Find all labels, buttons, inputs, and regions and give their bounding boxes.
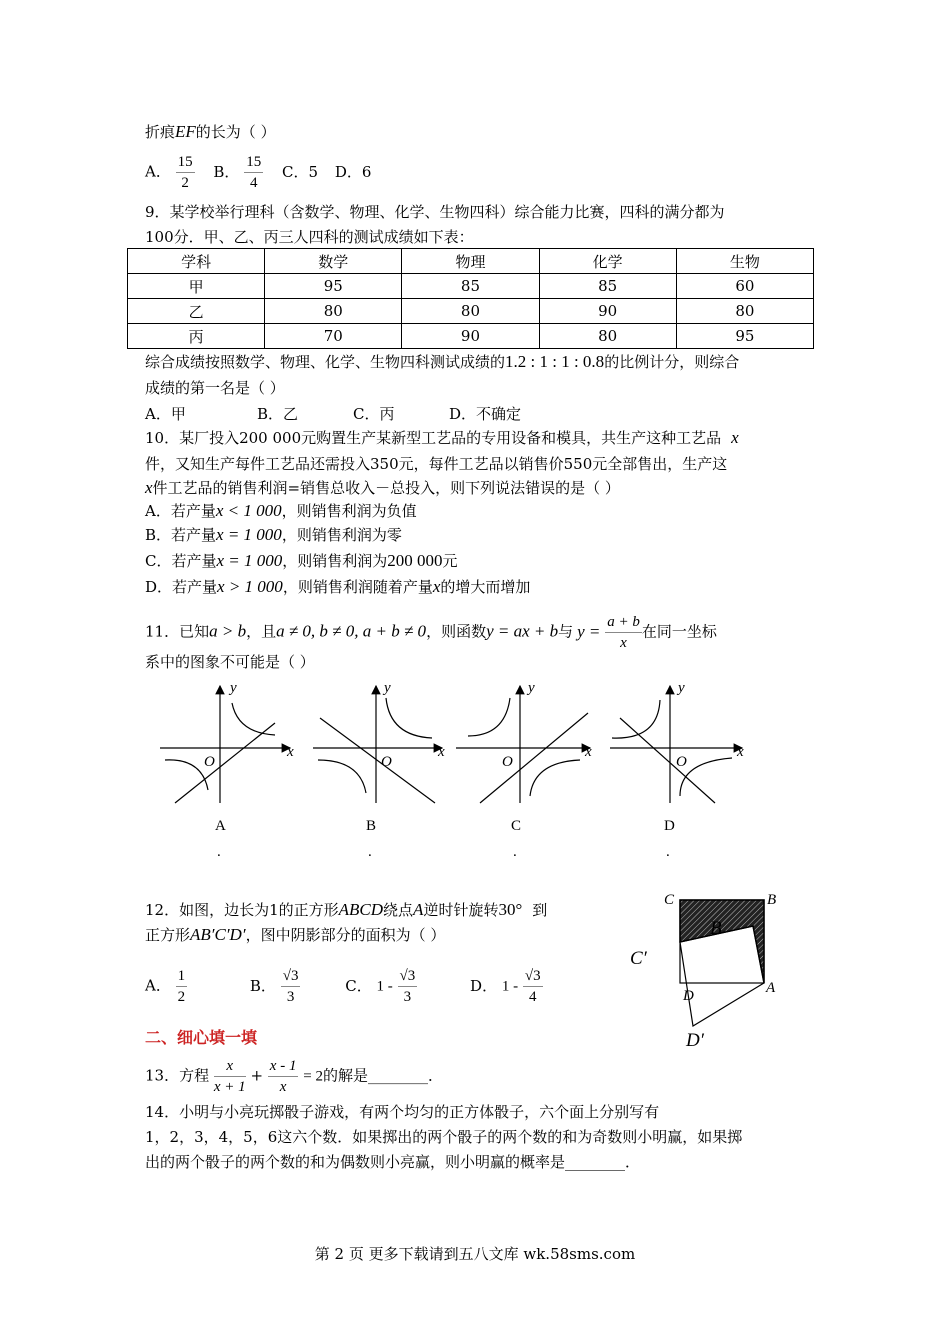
fig-label-d: D — [683, 988, 694, 1004]
q13-frac1: $\frac{x}{x + 1}$ — [213, 1058, 246, 1095]
origin-label: O — [676, 754, 687, 770]
q10-opt-c: C．若产量x = 1 000，则销售利润为200 000元 — [145, 551, 458, 570]
q12-square-figure — [630, 885, 790, 1045]
q13-stem: 13．方程 $\frac{x}{x + 1}$ + $\frac{x - 1}{x}$ = 2的解是________． — [145, 1058, 443, 1095]
fig-label-c: C — [664, 892, 675, 908]
axis-x-label: x — [287, 744, 294, 760]
fig-label-b: B — [767, 892, 777, 908]
q11-frac: $\frac{a + b}{x}$ — [607, 614, 640, 651]
graph-d — [610, 686, 742, 803]
line — [320, 718, 435, 803]
hyperbola-branch — [530, 760, 580, 796]
graph-dot: . — [217, 844, 221, 860]
fig-label-b-prime: B — [710, 918, 722, 939]
fig-label-a: A — [766, 980, 776, 996]
q12-a-frac: $\frac{1}{2}$ — [177, 968, 186, 1005]
axis-y-label: y — [384, 680, 391, 696]
graph-b — [313, 686, 442, 803]
q10-line2: 件，又知生产每件工艺品还需投入350元，每件工艺品以销售价550元全部售出，生产这 — [145, 455, 728, 473]
table-header-row: 学科 数学 物理 化学 生物 — [128, 249, 814, 274]
axis-y-label: y — [678, 680, 685, 696]
graph-dot: . — [666, 844, 670, 860]
axis-y-label: y — [528, 680, 535, 696]
graph-label-b: B — [366, 818, 377, 834]
q12-line1: 12．如图，边长为1的正方形ABCD绕点A逆时针旋转30° 到 — [145, 900, 548, 919]
table-row: 甲 95 85 85 60 — [128, 274, 814, 299]
q9-line2: 100分．甲、乙、丙三人四科的测试成绩如下表： — [145, 228, 474, 246]
q11-graphs — [150, 678, 750, 818]
origin-label: O — [204, 754, 215, 770]
graph-dot: . — [513, 844, 517, 860]
graph-label-c: C — [511, 818, 522, 834]
square-ab'c'd' — [680, 926, 764, 1026]
hyperbola-branch — [468, 698, 510, 736]
q12-c-frac: $\frac{√3}{3}$ — [399, 968, 416, 1005]
hyperbola-branch — [318, 760, 366, 793]
graph-label-a: A — [215, 818, 226, 834]
axis-x-label: x — [585, 744, 592, 760]
q8-options: A． $\frac{15}{2}$ B． $\frac{15}{4}$ C．5 D．6 — [145, 154, 372, 191]
q10-opt-b: B．若产量x = 1 000，则销售利润为零 — [145, 525, 402, 544]
graph-a — [160, 686, 290, 803]
q8-b-frac: $\frac{15}{4}$ — [246, 154, 262, 191]
q11-line2: 系中的图象不可能是（ ） — [145, 653, 315, 671]
table-row: 乙 80 80 90 80 — [128, 299, 814, 324]
axis-x-label: x — [438, 744, 445, 760]
q10-opt-a: A．若产量x < 1 000，则销售利润为负值 — [145, 501, 417, 520]
q13-frac2: $\frac{x - 1}{x}$ — [269, 1058, 297, 1095]
axis-y-label: y — [230, 680, 237, 696]
q11-stem: 11．已知a > b，且a ≠ 0, b ≠ 0, a + b ≠ 0，则函数y = ax + b与 y = $\frac{a + b}{x}$ 在同一坐标 — [145, 614, 717, 651]
shaded-region — [680, 900, 764, 983]
q9-after2: 成绩的第一名是（ ） — [145, 379, 285, 397]
origin-label: O — [502, 754, 513, 770]
hyperbola-branch — [165, 760, 208, 790]
graph-c — [456, 686, 590, 803]
section-title: 二、细心填一填 — [145, 1028, 258, 1047]
q10-line3: x件工艺品的销售利润=销售总收入－总投入，则下列说法错误的是（ ） — [145, 478, 620, 497]
hyperbola-branch — [386, 698, 432, 738]
q12-b-frac: $\frac{√3}{3}$ — [282, 968, 299, 1005]
q10-line1: 10．某厂投入200 000元购置生产某新型工艺品的专用设备和模具，共生产这种工艺品 x — [145, 428, 739, 447]
q10-opt-d: D．若产量x > 1 000，则销售利润随着产量x的增大而增加 — [145, 577, 531, 596]
score-table — [127, 248, 814, 349]
hyperbola-branch — [232, 703, 275, 735]
hyperbola-branch — [680, 758, 732, 796]
q14-line2: 1，2，3，4，5，6这六个数．如果掷出的两个骰子的两个数的和为奇数则小明赢，如果掷 — [145, 1128, 743, 1146]
table-row: 丙 70 90 80 95 — [128, 324, 814, 349]
graph-label-d: D — [664, 818, 675, 834]
line — [620, 718, 715, 803]
q14-line3: 出的两个骰子的两个数的和为偶数则小亮赢，则小明赢的概率是________． — [145, 1153, 641, 1171]
origin-label: O — [381, 754, 392, 770]
q9-options: A．甲 B．乙 C．丙 D．不确定 — [145, 405, 522, 423]
fig-label-c-prime: C′ — [630, 948, 647, 969]
q8-a-frac: $\frac{15}{2}$ — [177, 154, 193, 191]
q12-options: A． $\frac{1}{2}$ B． $\frac{√3}{3}$ C． 1 - $\frac{√3}{3}$ D． 1 - $\frac{√3}{4}$ — [145, 968, 541, 1005]
q14-line1: 14．小明与小亮玩掷骰子游戏，有两个均匀的正方体骰子，六个面上分别写有 — [145, 1103, 660, 1121]
q12-line2: 正方形AB′C′D′，图中阴影部分的面积为（ ） — [145, 925, 446, 944]
q8-stem: 折痕EF的长为（ ） — [145, 122, 276, 141]
q12-d-frac: $\frac{√3}{4}$ — [524, 968, 541, 1005]
axis-x-label: x — [737, 744, 744, 760]
page-footer: 第 2 页 更多下载请到五八文库 wk.58sms.com — [314, 1245, 636, 1263]
q9-after1: 综合成绩按照数学、物理、化学、生物四科测试成绩的1.2 : 1 : 1 : 0.8的比例计分，则综合 — [145, 352, 740, 371]
fig-label-d-prime: D′ — [686, 1030, 704, 1051]
graph-dot: . — [368, 844, 372, 860]
q9-line1: 9．某学校举行理科（含数学、物理、化学、生物四科）综合能力比赛，四科的满分都为 — [145, 203, 725, 221]
line — [175, 723, 275, 803]
